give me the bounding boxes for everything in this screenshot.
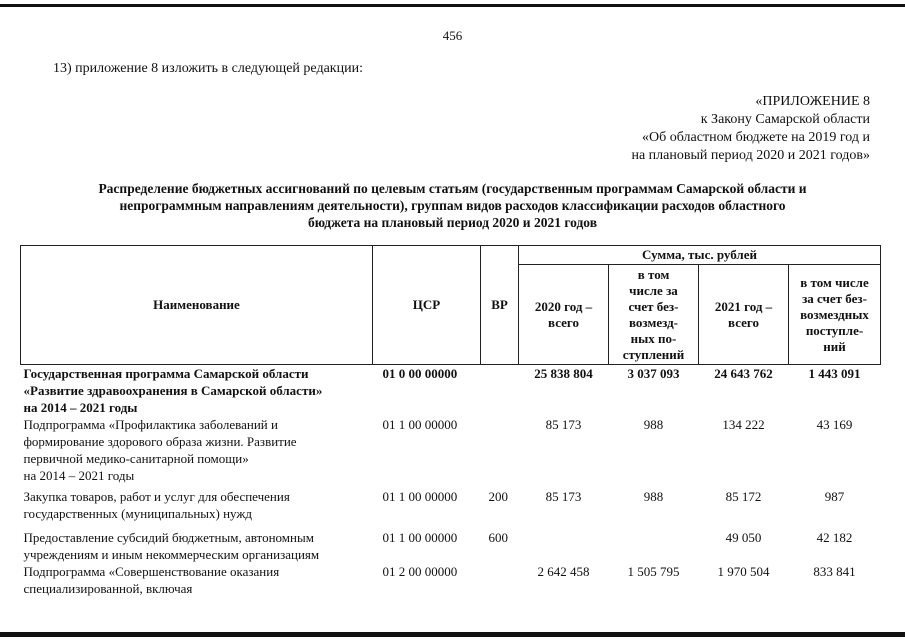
row-csr: 01 1 00 00000 [382,530,458,545]
table-header [21,246,881,365]
intro-text: 13) приложение 8 изложить в следующей редакции: [53,61,363,76]
row-2021-total: 134 222 [722,417,765,432]
appendix-line: «ПРИЛОЖЕНИЕ 8 [755,94,870,109]
row-2021-grants: 43 169 [816,417,853,432]
row-2020-total: 85 173 [545,417,582,432]
row-2020-total [519,522,609,563]
row-2021-grants: 833 841 [813,564,856,579]
row-name: Подпрограмма «Совершенствование оказания специализированной, включая [23,564,280,596]
heading-line: непрограммным направлениям деятельности), группам видов расходов классификации расходов областного [119,198,786,213]
header-2020-grants: в том числе за счет без- возмезд- ных по- ступлений [609,265,699,365]
row-vr [481,365,519,417]
header-2021-total: 2021 год – всего [699,265,789,365]
row-csr: 01 2 00 00000 [382,564,458,579]
row-name: Государственная программа Самарской области «Развитие здравоохранения в Самарской области» на 2014 – 2021 годы [23,366,323,415]
budget-table [20,245,881,597]
row-2021-total: 85 172 [725,489,762,504]
row-name: Подпрограмма «Профилактика заболеваний и формирование здорового образа жизни. Развитие первичной медико-санитарной помощи» на 2014 – 2021 годы [23,417,297,483]
table-row [21,416,881,484]
row-2020-grants: 988 [643,489,664,504]
header-vr: ВР [481,246,519,365]
row-2021-total: 49 050 [725,530,762,545]
row-2021-grants: 987 [824,489,845,504]
header-sum-group: Сумма, тыс. рублей [519,246,881,265]
appendix-line: на плановый период 2020 и 2021 годов» [631,148,870,163]
heading-line: Распределение бюджетных ассигнований по целевым статьям (государственным программам Самарской области и [98,181,807,196]
row-csr: 01 0 00 00000 [382,366,458,381]
table-row [21,365,881,417]
row-2021-grants: 42 182 [816,530,853,545]
row-csr: 01 1 00 00000 [382,417,458,432]
document-heading [20,180,885,231]
table-row [21,563,881,597]
header-2020-total: 2020 год – всего [519,265,609,365]
row-2020-grants: 988 [643,417,664,432]
row-2020-grants [609,522,699,563]
row-vr [481,416,519,484]
table-row [21,522,881,563]
row-vr [481,563,519,597]
row-vr: 600 [488,530,508,545]
row-2020-total: 25 838 804 [534,366,593,381]
row-2020-grants: 3 037 093 [627,366,680,381]
row-vr: 200 [488,489,508,504]
header-name: Наименование [21,246,373,365]
header-2021-grants: в том числе за счет без- возмездных поступле- ний [789,265,881,365]
table-row [21,484,881,522]
row-2020-total: 2 642 458 [537,564,590,579]
row-2020-total: 85 173 [545,489,582,504]
appendix-header [631,93,870,165]
row-2021-total: 24 643 762 [714,366,773,381]
row-2020-grants: 1 505 795 [627,564,680,579]
top-rule [0,4,905,7]
bottom-rule [0,632,905,637]
appendix-line: к Закону Самарской области [700,112,870,127]
page-number: 456 [442,28,463,43]
header-csr: ЦСР [373,246,481,365]
row-2021-total: 1 970 504 [717,564,770,579]
heading-line: бюджета на плановый период 2020 и 2021 годов [307,215,598,230]
row-name: Предоставление субсидий бюджетным, автономным учреждениям и иным некоммерческим организациям [23,530,320,562]
row-2021-grants: 1 443 091 [808,366,861,381]
appendix-line: «Об областном бюджете на 2019 год и [642,130,870,145]
row-name: Закупка товаров, работ и услуг для обеспечения государственных (муниципальных) нужд [23,489,290,521]
row-csr: 01 1 00 00000 [382,489,458,504]
